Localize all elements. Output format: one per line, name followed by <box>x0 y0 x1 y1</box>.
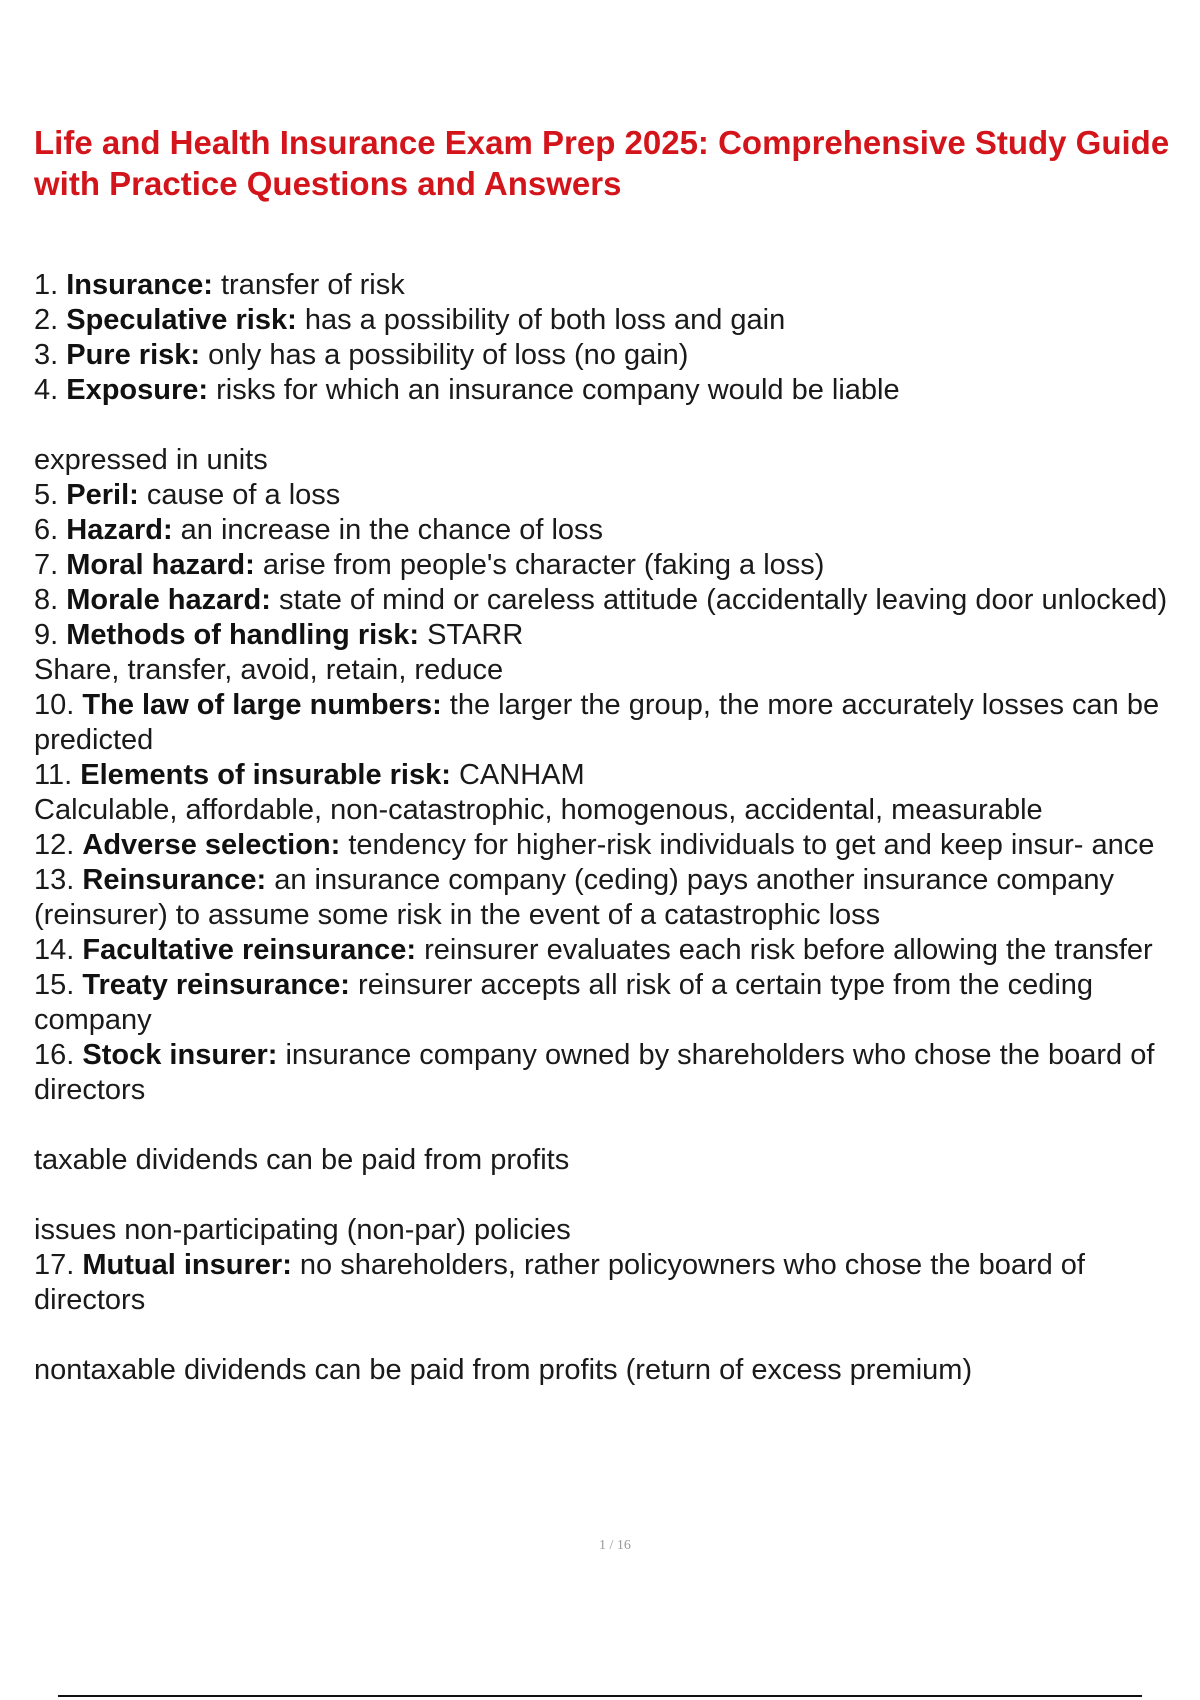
entry-term: Stock insurer: <box>82 1039 278 1071</box>
entry-number: 1. <box>34 269 59 301</box>
entry-number: 10. <box>34 689 75 721</box>
entry-term: Peril: <box>66 479 139 511</box>
definition-entry <box>34 933 1194 968</box>
entry-term: Facultative reinsurance: <box>82 934 417 966</box>
entry-number: 13. <box>34 864 75 896</box>
entry-term: Morale hazard: <box>66 584 271 616</box>
entry-number: 2. <box>34 304 59 336</box>
entry-term: The law of large numbers: <box>82 689 442 721</box>
continuation-text: Calculable, affordable, non-catastrophic, homogenous, accidental, measurable <box>34 794 1043 826</box>
continuation-text: taxable dividends can be paid from profits <box>34 1144 570 1176</box>
definition-entry <box>34 618 1194 653</box>
entry-definition: only has a possibility of loss (no gain) <box>208 339 689 371</box>
entry-term: Speculative risk: <box>66 304 297 336</box>
entry-number: 11. <box>34 759 73 791</box>
entry-definition: reinsurer accepts all risk of a certain type from the ceding company <box>34 969 1094 1036</box>
paragraph-gap <box>34 1178 1194 1213</box>
definition-entry <box>34 303 1194 338</box>
entry-definition: has a possibility of both loss and gain <box>304 304 786 336</box>
entry-number: 9. <box>34 619 59 651</box>
entry-definition: cause of a loss <box>146 479 341 511</box>
entry-number: 5. <box>34 479 59 511</box>
entry-definition: insurance company owned by shareholders who chose the board of directors <box>34 1039 1155 1106</box>
entry-number: 17. <box>34 1249 75 1281</box>
continuation-text: nontaxable dividends can be paid from profits (return of excess premium) <box>34 1354 973 1386</box>
definition-entry <box>34 688 1194 758</box>
entry-number: 15. <box>34 969 75 1001</box>
definition-entry <box>34 863 1194 933</box>
entry-definition: arise from people's character (faking a loss) <box>262 549 825 581</box>
bottom-divider <box>58 1695 1142 1697</box>
entry-term: Hazard: <box>66 514 173 546</box>
entry-number: 7. <box>34 549 59 581</box>
definition-entry <box>34 758 1194 793</box>
entry-number: 6. <box>34 514 59 546</box>
definition-entry <box>34 338 1194 373</box>
definition-entry <box>34 1248 1194 1318</box>
entry-term: Mutual insurer: <box>82 1249 292 1281</box>
entry-definition: state of mind or careless attitude (accidentally leaving door unlocked) <box>278 584 1168 616</box>
entry-definition: transfer of risk <box>220 269 405 301</box>
definition-entry <box>34 268 1194 303</box>
definition-entry <box>34 478 1194 513</box>
definition-entry <box>34 373 1194 408</box>
continuation-text: issues non-participating (non-par) policies <box>34 1214 571 1246</box>
continuation-text: Share, transfer, avoid, retain, reduce <box>34 654 504 686</box>
entry-definition: an increase in the chance of loss <box>180 514 604 546</box>
definition-entry <box>34 828 1194 863</box>
entry-term: Methods of handling risk: <box>66 619 420 651</box>
entry-term: Treaty reinsurance: <box>82 969 350 1001</box>
entry-number: 16. <box>34 1039 75 1071</box>
definition-entry <box>34 968 1194 1038</box>
entry-definition: reinsurer evaluates each risk before allowing the transfer <box>424 934 1153 966</box>
definition-list <box>34 268 1194 1388</box>
document-title: Life and Health Insurance Exam Prep 2025: Comprehensive Study Guide with Practice Questions and Answers <box>34 124 1170 202</box>
entry-definition: tendency for higher-risk individuals to get and keep insur- ance <box>348 829 1155 861</box>
paragraph-gap <box>34 1318 1194 1353</box>
entry-definition: the larger the group, the more accurately losses can be predicted <box>34 689 1160 756</box>
page-number: 1 / 16 <box>599 1538 631 1553</box>
entry-term: Adverse selection: <box>82 829 341 861</box>
definition-entry <box>34 548 1194 583</box>
entry-term: Pure risk: <box>66 339 201 371</box>
entry-definition: no shareholders, rather policyowners who chose the board of directors <box>34 1249 1085 1316</box>
entry-number: 8. <box>34 584 59 616</box>
paragraph-gap <box>34 408 1194 443</box>
paragraph-gap <box>34 1108 1194 1143</box>
entry-term: Reinsurance: <box>82 864 267 896</box>
continuation-text: expressed in units <box>34 444 268 476</box>
definition-entry <box>34 583 1194 618</box>
entry-number: 12. <box>34 829 75 861</box>
entry-term: Insurance: <box>66 269 213 301</box>
entry-term: Exposure: <box>66 374 209 406</box>
entry-number: 3. <box>34 339 59 371</box>
entry-term: Moral hazard: <box>66 549 255 581</box>
entry-definition: an insurance company (ceding) pays another insurance company (reinsurer) to assume some risk in the event of a catastrophic loss <box>34 864 1115 931</box>
definition-entry <box>34 1038 1194 1108</box>
entry-definition: STARR <box>427 619 524 651</box>
entry-term: Elements of insurable risk: <box>80 759 451 791</box>
definition-entry <box>34 513 1194 548</box>
entry-number: 4. <box>34 374 59 406</box>
entry-definition: CANHAM <box>458 759 585 791</box>
entry-number: 14. <box>34 934 75 966</box>
entry-definition: risks for which an insurance company would be liable <box>216 374 900 406</box>
